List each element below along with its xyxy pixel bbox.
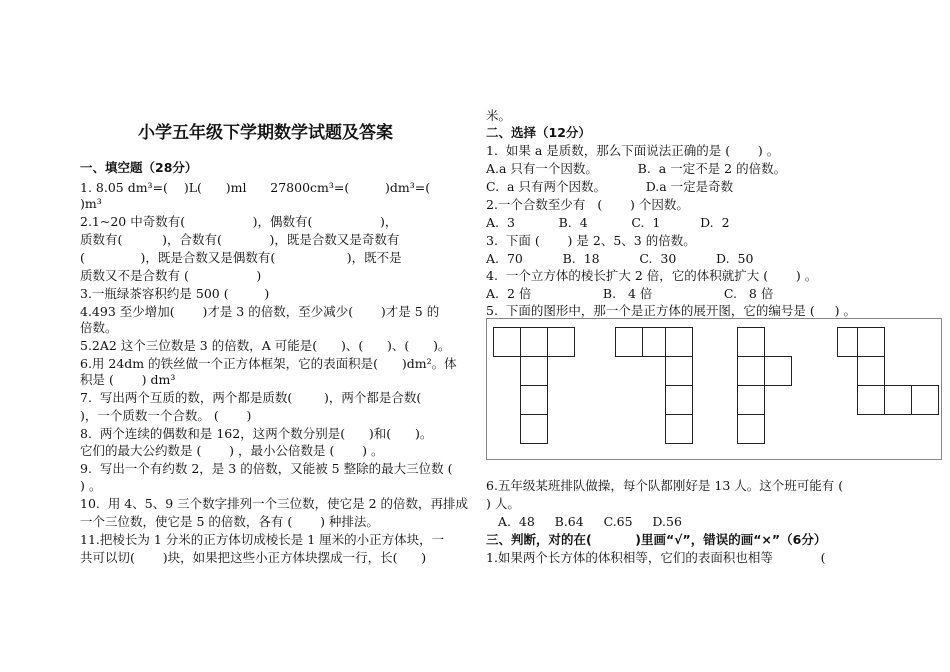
question-line: 倍数。 [80,320,118,335]
option-line: A. 3 B. 4 C. 1 D. 2 [486,215,730,230]
option-line: A. 48 B.64 C.65 D.56 [486,514,682,529]
page-title: 小学五年级下学期数学试题及答案 [138,123,393,143]
question-line: ( )，既是合数又是偶数有( )，既不是 [80,250,402,265]
cube-nets-figure [486,318,942,460]
question-line: 1.如果两个长方体的体积相等，它们的表面积也相等 ( [486,550,826,565]
section2-heading: 二、选择（12分） [486,125,591,140]
question-line: 3. 下面 ( ) 是 2、5、3 的倍数。 [486,233,696,248]
question-line: 4. 一个立方体的棱长扩大 2 倍，它的体积就扩大 ( ) 。 [486,268,818,283]
option-line: A.a 只有一个因数。 B. a 一定不是 2 的倍数。 [486,161,787,176]
question-line: 7. 写出两个互质的数，两个都是质数( )，两个都是合数( [80,390,422,405]
question-line: 8. 两个连续的偶数和是 162，这两个数分别是( )和( )。 [80,426,433,441]
option-line: A. 70 B. 18 C. 30 D. 50 [486,251,754,266]
question-line: 2.一个合数至少有 ( ) 个因数。 [486,197,689,212]
question-line: 积是 ( ) dm³ [80,372,176,387]
question-line: 3.一瓶绿茶容积约是 500 ( ) [80,286,270,301]
continued-text: 米。 [486,108,512,123]
question-line: 质数有( )，合数有( )，既是合数又是奇数有 [80,232,400,247]
option-line: C. a 只有两个因数。 D.a 一定是奇数 [486,179,734,194]
question-line: 2.1~20 中奇数有( )，偶数有( )， [80,214,398,229]
question-line: 11.把棱长为 1 分米的正方体切成棱长是 1 厘米的小正方体块，一 [80,532,445,547]
question-line: )m³ [80,196,102,211]
question-line: 5. 下面的图形中，那一个是正方体的展开图，它的编号是 ( ) 。 [486,303,856,318]
question-line: ) 。 [80,478,102,493]
question-line: 它们的最大公约数是 ( ) ，最小公倍数是 ( ) 。 [80,443,384,458]
question-line: 质数又不是合数有 ( ) [80,268,262,283]
question-line: 4.493 至少增加( )才是 3 的倍数，至少减少( )才是 5 的 [80,304,440,319]
section1-heading: 一、填空题（28分） [80,160,198,175]
question-line: 10. 用 4、5、9 三个数字排列一个三位数，使它是 2 的倍数，再排成 [80,496,469,511]
question-line: 5.2A2 这个三位数是 3 的倍数，A 可能是( )、( )、( )。 [80,338,451,353]
question-line: 共可以切( )块，如果把这些小正方体块摆成一行，长( ) [80,550,427,565]
question-line: 1. 如果 a 是质数，那么下面说法正确的是 ( ) 。 [486,143,780,158]
question-line: 9. 写出一个有约数 2，是 3 的倍数，又能被 5 整除的最大三位数 ( [80,461,453,476]
question-line: 6.五年级某班排队做操，每个队都刚好是 13 人。这个班可能有 ( [486,478,844,493]
question-line: 一个三位数，使它是 5 的倍数，各有 ( ) 种排法。 [80,514,379,529]
section3-heading: 三、判断，对的在( )里画“√”，错误的画“×”（6分） [486,532,827,547]
option-line: A. 2 倍 B. 4 倍 C. 8 倍 [486,286,774,301]
question-line: 6.用 24dm 的铁丝做一个正方体框架，它的表面积是( )dm²。体 [80,356,457,371]
question-line: 1. 8.05 dm³=( )L( )ml 27800cm³=( )dm³=( [80,180,431,195]
question-line: )，一个质数一个合数。 ( ) [80,408,252,423]
question-line: ) 人。 [486,496,520,511]
